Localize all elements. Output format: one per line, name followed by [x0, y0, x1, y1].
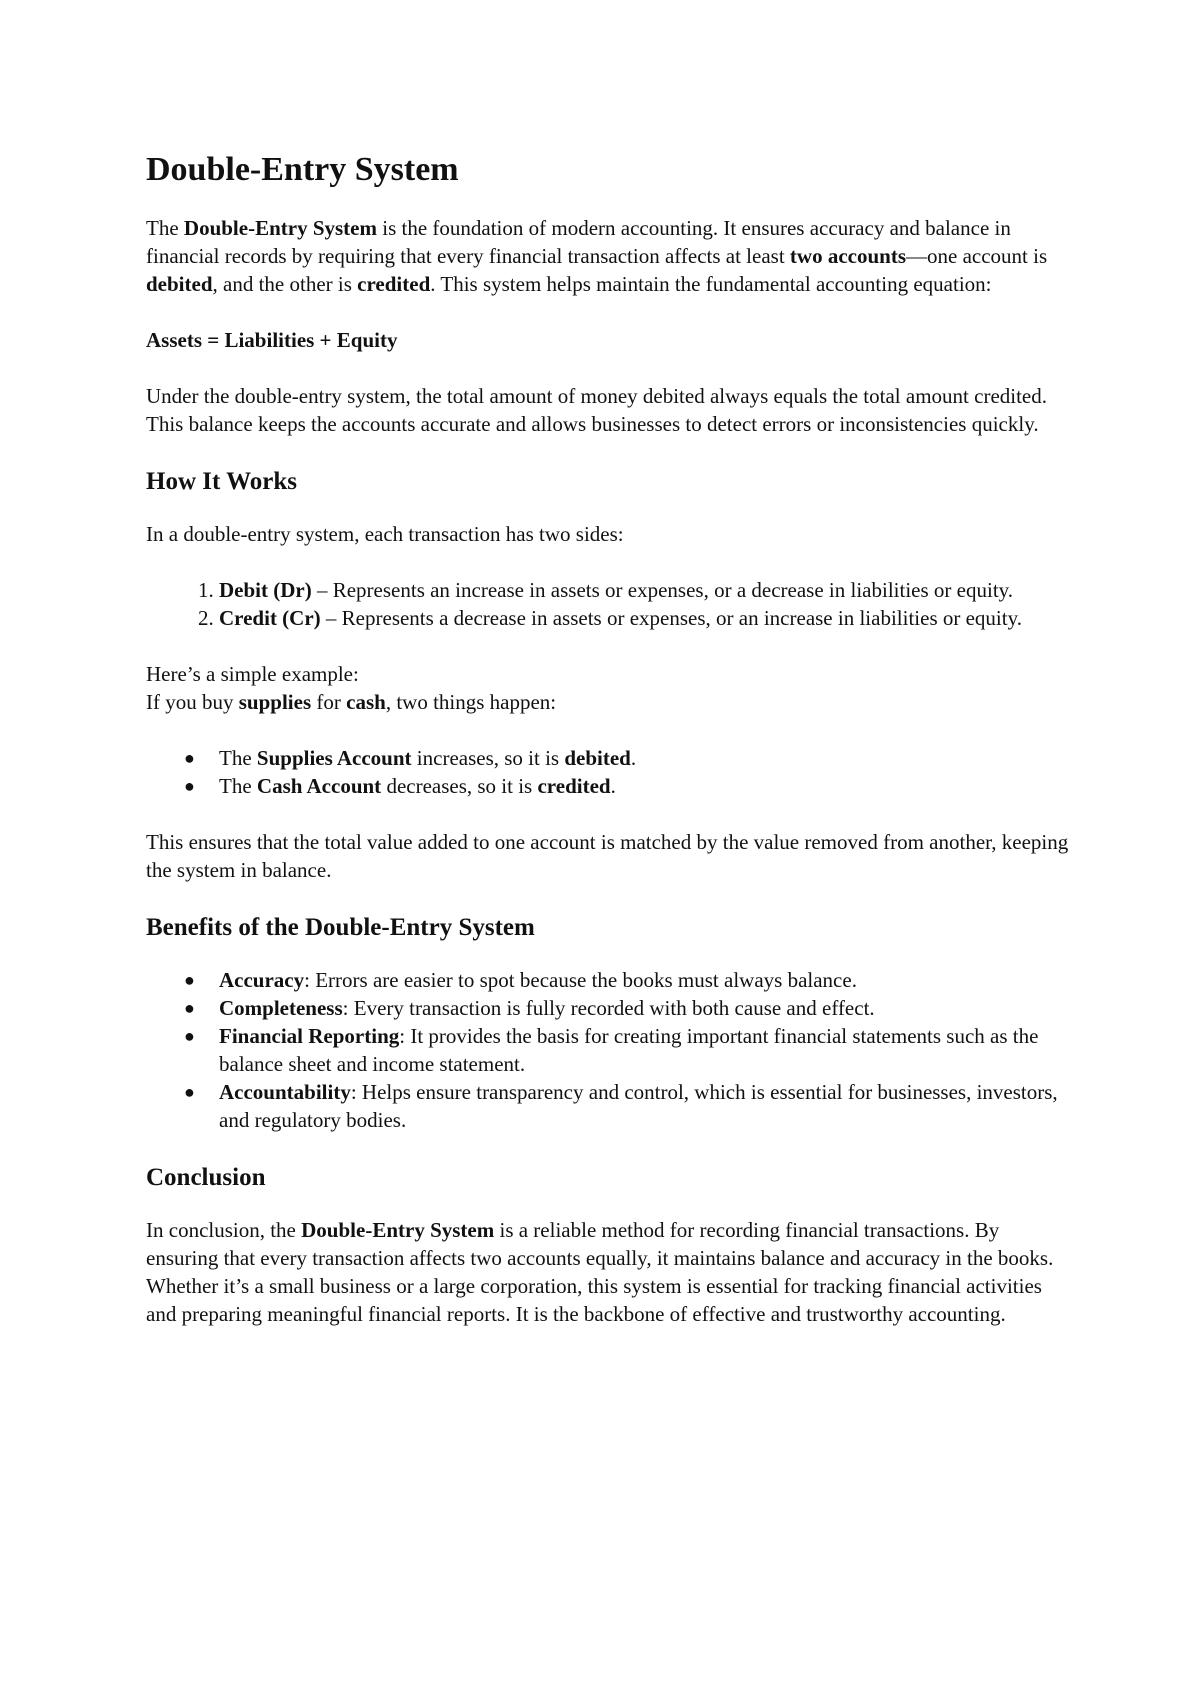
list-item-text: – Represents a decrease in assets or expenses, or an increase in liabilities or equity. — [320, 606, 1022, 630]
how-lead-paragraph: In a double-entry system, each transaction has two sides: — [146, 522, 624, 546]
bullet-text: increases, so it is — [411, 746, 565, 770]
example-text: for — [311, 690, 347, 714]
bullet-bold-term: Cash Account — [256, 774, 382, 798]
example-text: , two things happen: — [385, 690, 557, 714]
bullet-text: . — [610, 774, 616, 798]
intro-bold-term: two accounts — [789, 244, 906, 268]
list-item — [184, 994, 1076, 1022]
bullet-icon: ● — [184, 1082, 195, 1102]
intro-text: , and the other is — [212, 272, 358, 296]
equation-text: Assets = Liabilities + Equity — [146, 328, 398, 352]
bullet-icon: ● — [184, 776, 195, 796]
benefit-text: : Helps ensure transparency and control, which is essential for businesses, investors, and regulatory bodies. — [219, 1080, 1058, 1132]
conclusion-text: In conclusion, the — [146, 1218, 302, 1242]
bullet-icon: ● — [184, 1026, 195, 1046]
example-bullet-list — [146, 744, 1076, 800]
bullet-icon: ● — [184, 748, 195, 768]
list-item-term: Credit (Cr) — [219, 606, 321, 630]
example-bold-term: cash — [346, 690, 386, 714]
intro-text: —one account is — [906, 244, 1048, 268]
list-item — [184, 1022, 1076, 1078]
list-item — [184, 966, 1076, 994]
bullet-bold-term: Supplies Account — [256, 746, 412, 770]
benefits-list — [146, 966, 1076, 1134]
list-item — [219, 604, 1076, 632]
section-heading-benefits: Benefits of the Double-Entry System — [146, 914, 535, 941]
bullet-bold-term: debited — [564, 746, 631, 770]
benefit-term: Accountability — [219, 1080, 351, 1104]
benefit-term: Financial Reporting — [219, 1024, 400, 1048]
intro-text: . This system helps maintain the fundamental accounting equation: — [430, 272, 992, 296]
list-item-term: Debit (Dr) — [219, 578, 312, 602]
conclusion-paragraph — [146, 1216, 1076, 1328]
example-intro-line: Here’s a simple example: — [146, 662, 359, 686]
intro-bold-term: debited — [146, 272, 213, 296]
bullet-text: The — [219, 774, 257, 798]
document-page — [146, 132, 1076, 1356]
bullet-icon: ● — [184, 970, 195, 990]
example-bold-term: supplies — [238, 690, 312, 714]
bullet-icon: ● — [184, 998, 195, 1018]
debit-credit-list — [146, 576, 1076, 632]
document-title: Double-Entry System — [146, 151, 459, 188]
list-item — [219, 576, 1076, 604]
intro-bold-term: credited — [357, 272, 431, 296]
benefit-text: : Errors are easier to spot because the books must always balance. — [304, 968, 857, 992]
example-text: If you buy — [146, 690, 239, 714]
bullet-text: The — [219, 746, 257, 770]
intro-bold-term: Double-Entry System — [183, 216, 377, 240]
example-paragraph — [146, 688, 1076, 716]
balance-closing-paragraph: This ensures that the total value added to one account is matched by the value removed from another, keeping the system in balance. — [146, 830, 1069, 882]
conclusion-text: is a reliable method for recording financial transactions. By ensuring that every transaction affects two accounts equally, it maintains balance and accuracy in the books. Whether it’s a small business or a large corporation, this system is essential for tracking financial activities and preparing meaningful financial reports. It is the backbone of effective and trustworthy accounting. — [146, 1218, 1054, 1326]
intro-paragraph — [146, 214, 1076, 298]
benefit-text: : It provides the basis for creating important financial statements such as the balance sheet and income statement. — [219, 1024, 1039, 1076]
intro-text: The — [146, 216, 184, 240]
list-item-text: – Represents an increase in assets or expenses, or a decrease in liabilities or equity. — [311, 578, 1014, 602]
list-item — [184, 744, 1076, 772]
list-item — [184, 772, 1076, 800]
benefit-text: : Every transaction is fully recorded with both cause and effect. — [342, 996, 875, 1020]
list-item — [184, 1078, 1076, 1134]
section-heading-conclusion: Conclusion — [146, 1164, 266, 1191]
intro-text: is the foundation of modern accounting. It ensures accuracy and balance in financial records by requiring that every financial transaction affects at least — [146, 216, 1011, 268]
benefit-term: Accuracy — [219, 968, 305, 992]
section-heading-how-it-works: How It Works — [146, 468, 297, 495]
bullet-text: . — [630, 746, 637, 770]
benefit-term: Completeness — [219, 996, 343, 1020]
balance-paragraph: Under the double-entry system, the total amount of money debited always equals the total amount credited. This balance keeps the accounts accurate and allows businesses to detect errors or inconsistencies quickly. — [146, 384, 1048, 436]
bullet-text: decreases, so it is — [381, 774, 538, 798]
conclusion-bold-term: Double-Entry System — [301, 1218, 495, 1242]
bullet-bold-term: credited — [537, 774, 611, 798]
accounting-equation — [146, 326, 1076, 354]
